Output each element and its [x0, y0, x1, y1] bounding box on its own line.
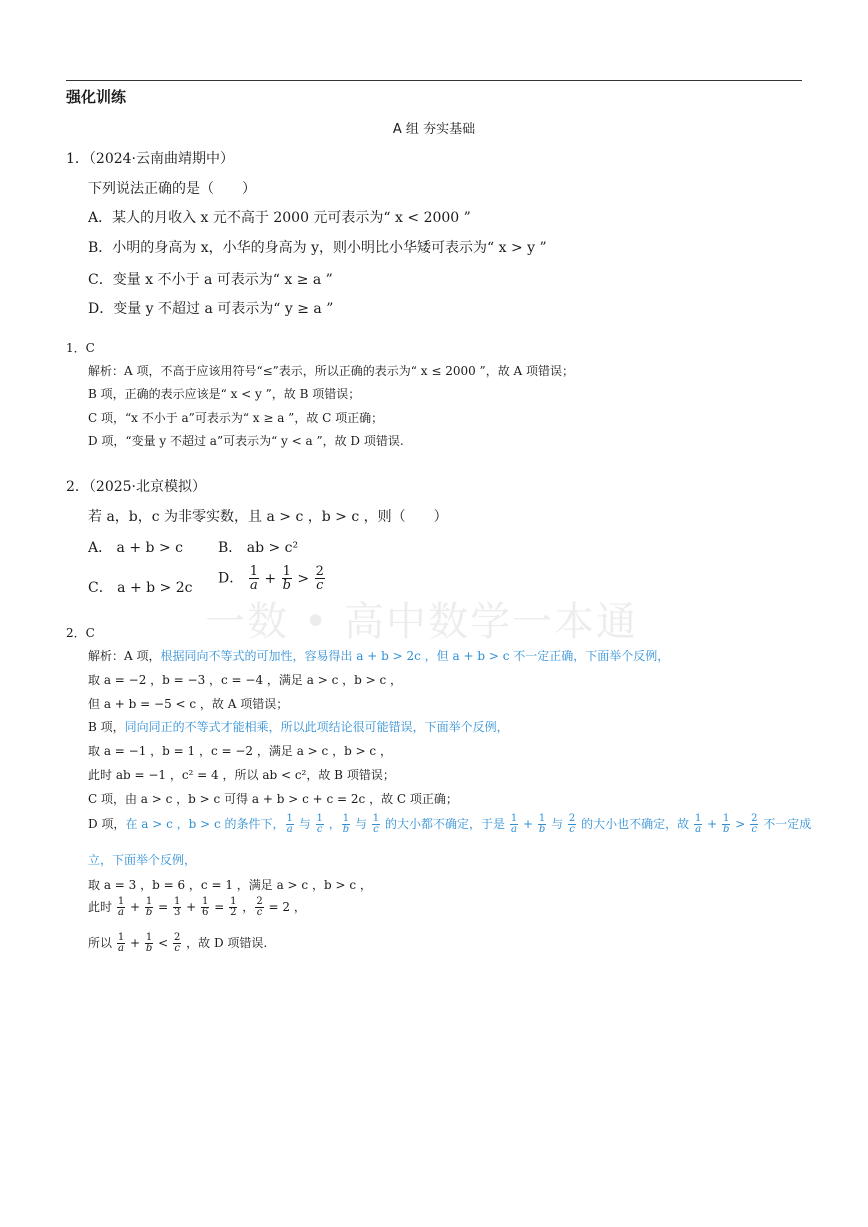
q2-header: 2．（2025·北京模拟）: [66, 479, 206, 495]
a1-line-4: D 项，“变量 y 不超过 a”可表示为“ y < a ”，故 D 项错误.: [88, 434, 404, 448]
a2-line-8-label: D 项，: [88, 817, 126, 831]
a1-answer: 1．C: [66, 341, 95, 355]
q2-option-d: [218, 565, 326, 592]
q1-option-b: B．小明的身高为 x，小华的身高为 y，则小明比小华矮可表示为“ x > y ”: [88, 240, 547, 256]
a2-line-7: C 项，由 a > c ，b > c 可得 a + b > c + c = 2c ，故 C 项正确；: [88, 792, 458, 806]
a2-line-5: 取 a = −1 ，b = 1 ，c = −2 ，满足 a > c ，b > c ，: [88, 744, 392, 758]
q2-stem: 若 a，b，c 为非零实数，且 a > c ，b > c ，则（ ）: [88, 509, 448, 525]
watermark: 一数 • 高中数学一本通: [205, 599, 639, 645]
a2-line-6: 此时 ab = −1 ，c² = 4 ，所以 ab < c²，故 B 项错误；: [88, 768, 395, 782]
a2-answer: 2．C: [66, 626, 95, 640]
a2-line-2: 取 a = −2 ，b = −3 ，c = −4 ，满足 a > c ，b > c ，: [88, 673, 403, 687]
a1-line-2: B 项，正确的表示应该是“ x < y ”，故 B 项错误；: [88, 387, 361, 401]
a1-line-3: C 项，“x 不小于 a”可表示为“ x ≥ a ”，故 C 项正确；: [88, 411, 384, 425]
a2-line-3: 但 a + b = −5 < c ，故 A 项错误；: [88, 697, 289, 711]
q2-option-c: C． a + b > 2c: [88, 580, 193, 596]
q2-option-a: A． a + b > c: [88, 540, 183, 556]
header-rule: [66, 80, 802, 81]
a2-line-10: 取 a = 3 ，b = 6 ，c = 1 ，满足 a > c ，b > c ，: [88, 878, 372, 892]
a2-line-12: 所以 $\frac{1}{a}$ + $\frac{1}{b}$ < $\frac{2}{c}$ ，故 D 项错误.: [88, 932, 268, 954]
a2-line-4-label: B 项，: [88, 720, 125, 734]
a2-line-4: [88, 718, 509, 735]
q2-option-d-expr: $\frac{1}{a}$ + $\frac{1}{b}$ > $\frac{2}{c}$: [249, 564, 324, 593]
q1-option-c: C．变量 x 不小于 a 可表示为“ x ≥ a ”: [88, 272, 333, 288]
a2-line-1: [88, 647, 669, 664]
a2-line-9: 立，下面举个反例，: [88, 853, 197, 867]
q2-option-b: B． ab > c²: [218, 540, 299, 556]
q1-header: 1．（2024·云南曲靖期中）: [66, 151, 234, 167]
a1-line-1: 解析：A 项，不高于应该用符号“≤”表示，所以正确的表示为“ x ≤ 2000 ”，故 A 项错误；: [88, 364, 574, 378]
q1-stem: 下列说法正确的是（ ）: [88, 181, 256, 197]
q1-option-d: D．变量 y 不超过 a 可表示为“ y ≥ a ”: [88, 301, 334, 317]
q1-option-a: A．某人的月收入 x 元不高于 2000 元可表示为“ x < 2000 ”: [88, 210, 471, 226]
q2-option-d-label: D．: [218, 570, 244, 587]
a2-line-11: 此时 $\frac{1}{a}$ + $\frac{1}{b}$ = $\frac{1}{3}$ + $\frac{1}{6}$ = $\frac{1}{2}$ ， $\frac{2}{c}$ = 2 ，: [88, 896, 306, 918]
a2-line-1-label: 解析：A 项，: [88, 649, 161, 663]
a2-line-4-note: 同向同正的不等式才能相乘，所以此项结论很可能错误，下面举个反例，: [124, 720, 509, 734]
section-heading: 强化训练: [66, 88, 127, 106]
a2-line-8: [88, 814, 811, 835]
a2-line-8-note: 在 a > c ，b > c 的条件下， $\frac{1}{a}$ 与 $\frac{1}{c}$ ， $\frac{1}{b}$ 与 $\frac{1}{c}$ 的大小都不确定，于是 $\frac{1}{a}$ + $\frac{1}{b}$ 与 $\frac{2}{c}$ 的大小也不确定，故 $\frac{1}{a}$ + $\frac{1}{b}$ > $\frac{2}{c}$ 不一定成: [125, 813, 812, 835]
a2-line-1-note: 根据同向不等式的可加性，容易得出 a + b > 2c ，但 a + b > c 不一定正确，下面举个反例，: [160, 649, 670, 663]
group-title: A 组 夯实基础: [392, 122, 476, 137]
